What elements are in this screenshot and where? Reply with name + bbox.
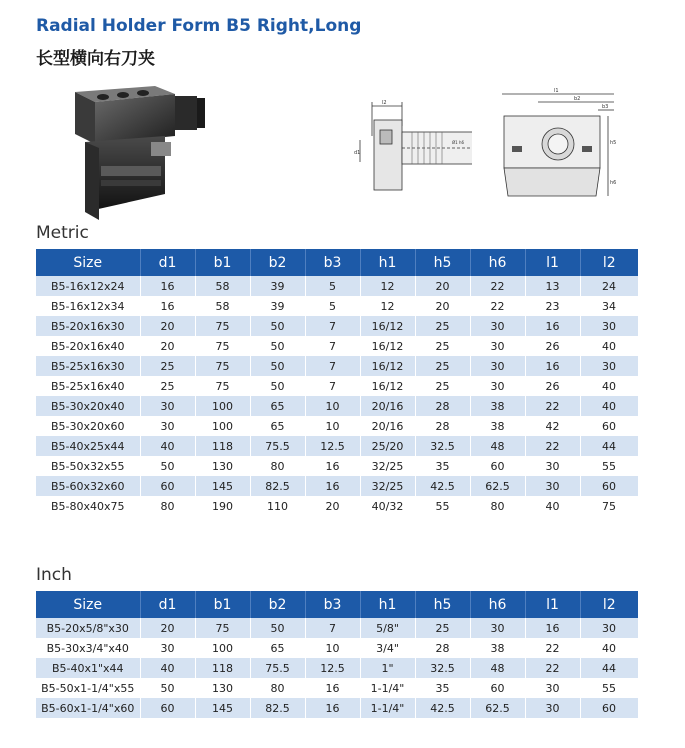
table-row (36, 436, 638, 456)
column-header-l2: l2 (580, 249, 638, 276)
table-cell: 23 (525, 296, 580, 316)
table-cell: 32/25 (360, 456, 415, 476)
table-cell: 82.5 (250, 476, 305, 496)
table-row (36, 678, 638, 698)
table-cell: 30 (140, 416, 195, 436)
table-row (36, 356, 638, 376)
column-header-size: Size (36, 249, 140, 276)
column-header-l1: l1 (525, 249, 580, 276)
table-cell: 80 (470, 496, 525, 516)
table-cell: 3/4" (360, 638, 415, 658)
table-cell: 65 (250, 416, 305, 436)
column-header-d1: d1 (140, 249, 195, 276)
table-cell: 40 (140, 436, 195, 456)
table-cell: 30 (580, 618, 638, 638)
table-cell: 30 (580, 316, 638, 336)
table-row (36, 336, 638, 356)
table-cell: 75 (580, 496, 638, 516)
table-cell: 35 (415, 678, 470, 698)
table-cell: 25 (415, 618, 470, 638)
table-cell: 22 (525, 436, 580, 456)
product-photo (55, 82, 235, 222)
table-cell: 65 (250, 638, 305, 658)
table-cell: 30 (470, 336, 525, 356)
table-cell: 24 (580, 276, 638, 296)
table-cell: 20 (140, 316, 195, 336)
table-cell: B5-50x1-1/4"x55 (36, 678, 140, 698)
label-b2: b2 (574, 96, 581, 102)
table-cell: 16 (305, 678, 360, 698)
table-cell: 39 (250, 296, 305, 316)
table-cell: 50 (140, 456, 195, 476)
table-cell: 13 (525, 276, 580, 296)
metric-section-label: Metric (36, 223, 89, 243)
table-cell: 30 (140, 638, 195, 658)
table-row (36, 376, 638, 396)
table-cell: 16 (525, 618, 580, 638)
table-cell: 55 (580, 678, 638, 698)
table-cell: 55 (415, 496, 470, 516)
table-cell: 16 (305, 456, 360, 476)
table-cell: 1-1/4" (360, 678, 415, 698)
column-header-b1: b1 (195, 591, 250, 618)
table-cell: B5-20x16x40 (36, 336, 140, 356)
table-cell: 50 (250, 376, 305, 396)
table-cell: 30 (470, 376, 525, 396)
table-cell: 25 (415, 376, 470, 396)
table-cell: 5 (305, 276, 360, 296)
table-cell: 60 (470, 678, 525, 698)
table-row (36, 638, 638, 658)
table-cell: 60 (580, 476, 638, 496)
table-cell: 58 (195, 296, 250, 316)
table-cell: B5-50x32x55 (36, 456, 140, 476)
table-cell: 50 (250, 356, 305, 376)
table-cell: 75 (195, 356, 250, 376)
table-cell: 40 (580, 396, 638, 416)
column-header-h1: h1 (360, 249, 415, 276)
table-cell: 58 (195, 276, 250, 296)
table-cell: B5-60x32x60 (36, 476, 140, 496)
table-cell: 30 (525, 678, 580, 698)
table-cell: 16 (305, 476, 360, 496)
table-cell: 75 (195, 336, 250, 356)
table-cell: 35 (415, 456, 470, 476)
table-cell: 30 (140, 396, 195, 416)
column-header-h1: h1 (360, 591, 415, 618)
table-cell: 190 (195, 496, 250, 516)
table-cell: 7 (305, 316, 360, 336)
table-cell: 32.5 (415, 436, 470, 456)
table-cell: 80 (250, 456, 305, 476)
table-cell: 44 (580, 436, 638, 456)
column-header-b3: b3 (305, 591, 360, 618)
table-row (36, 316, 638, 336)
label-d1h6: Ø1 h6 (452, 140, 465, 145)
table-cell: 30 (580, 356, 638, 376)
table-cell: 60 (140, 698, 195, 718)
column-header-b2: b2 (250, 249, 305, 276)
table-cell: 145 (195, 476, 250, 496)
metric-header-row (36, 249, 638, 276)
table-cell: 50 (140, 678, 195, 698)
table-cell: 34 (580, 296, 638, 316)
table-cell: 30 (525, 698, 580, 718)
table-cell: 16/12 (360, 376, 415, 396)
column-header-b3: b3 (305, 249, 360, 276)
table-cell: 75.5 (250, 658, 305, 678)
table-row (36, 416, 638, 436)
table-cell: 1" (360, 658, 415, 678)
table-cell: 40 (580, 638, 638, 658)
label-l1: l1 (554, 88, 559, 94)
table-cell: 20 (415, 296, 470, 316)
column-header-h5: h5 (415, 249, 470, 276)
table-cell: 22 (525, 638, 580, 658)
table-cell: 16 (305, 698, 360, 718)
table-cell: 16 (140, 296, 195, 316)
table-cell: 100 (195, 638, 250, 658)
table-cell: 50 (250, 618, 305, 638)
table-cell: 100 (195, 416, 250, 436)
table-cell: 22 (525, 396, 580, 416)
table-cell: 16 (525, 356, 580, 376)
table-cell: 42 (525, 416, 580, 436)
table-cell: 16 (140, 276, 195, 296)
table-cell: B5-25x16x30 (36, 356, 140, 376)
table-cell: 25/20 (360, 436, 415, 456)
inch-section-label: Inch (36, 565, 72, 585)
column-header-h5: h5 (415, 591, 470, 618)
table-row (36, 476, 638, 496)
table-row (36, 658, 638, 678)
table-cell: B5-40x25x44 (36, 436, 140, 456)
table-cell: B5-20x16x30 (36, 316, 140, 336)
table-cell: 22 (470, 276, 525, 296)
table-cell: 12.5 (305, 436, 360, 456)
table-cell: 65 (250, 396, 305, 416)
table-cell: 1-1/4" (360, 698, 415, 718)
table-cell: 130 (195, 678, 250, 698)
table-cell: 10 (305, 396, 360, 416)
table-cell: 75 (195, 618, 250, 638)
table-cell: 20 (140, 618, 195, 638)
table-cell: 12 (360, 276, 415, 296)
metric-table-body (36, 276, 638, 516)
table-cell: 50 (250, 336, 305, 356)
table-cell: 25 (140, 376, 195, 396)
table-cell: B5-16x12x24 (36, 276, 140, 296)
column-header-b2: b2 (250, 591, 305, 618)
table-cell: 40 (580, 336, 638, 356)
table-cell: 20 (140, 336, 195, 356)
table-cell: 38 (470, 396, 525, 416)
label-l2: l2 (382, 100, 387, 106)
table-cell: 40 (140, 658, 195, 678)
table-cell: 62.5 (470, 698, 525, 718)
table-cell: 55 (580, 456, 638, 476)
inch-spec-table (36, 591, 639, 718)
page-title: Radial Holder Form B5 Right,Long (36, 16, 362, 36)
table-cell: 38 (470, 638, 525, 658)
table-cell: 30 (525, 456, 580, 476)
table-cell: B5-25x16x40 (36, 376, 140, 396)
table-cell: 44 (580, 658, 638, 678)
table-cell: 100 (195, 396, 250, 416)
table-cell: 30 (470, 316, 525, 336)
column-header-l1: l1 (525, 591, 580, 618)
table-cell: 60 (580, 416, 638, 436)
table-cell: 39 (250, 276, 305, 296)
table-row (36, 296, 638, 316)
table-row (36, 396, 638, 416)
table-cell: 26 (525, 336, 580, 356)
table-cell: 28 (415, 416, 470, 436)
table-cell: 10 (305, 416, 360, 436)
label-h5: h5 (610, 140, 617, 146)
table-cell: 75 (195, 376, 250, 396)
column-header-d1: d1 (140, 591, 195, 618)
table-cell: 145 (195, 698, 250, 718)
table-cell: 22 (470, 296, 525, 316)
table-cell: 60 (140, 476, 195, 496)
label-d1: d1 (354, 150, 361, 156)
side-view-drawing (352, 96, 472, 196)
table-cell: 26 (525, 376, 580, 396)
table-cell: 20/16 (360, 396, 415, 416)
table-cell: 30 (470, 618, 525, 638)
table-cell: 82.5 (250, 698, 305, 718)
table-cell: 40 (580, 376, 638, 396)
table-cell: 5 (305, 296, 360, 316)
table-cell: 7 (305, 376, 360, 396)
inch-header-row (36, 591, 638, 618)
table-cell: 16 (525, 316, 580, 336)
table-cell: 60 (580, 698, 638, 718)
table-row (36, 496, 638, 516)
table-cell: B5-30x20x40 (36, 396, 140, 416)
table-cell: 20 (305, 496, 360, 516)
table-cell: 40 (525, 496, 580, 516)
column-header-h6: h6 (470, 591, 525, 618)
column-header-size: Size (36, 591, 140, 618)
metric-spec-table (36, 249, 639, 516)
table-cell: 60 (470, 456, 525, 476)
table-cell: 32.5 (415, 658, 470, 678)
table-cell: 28 (415, 638, 470, 658)
table-cell: B5-16x12x34 (36, 296, 140, 316)
table-cell: 32/25 (360, 476, 415, 496)
table-cell: 16/12 (360, 316, 415, 336)
column-header-b1: b1 (195, 249, 250, 276)
column-header-h6: h6 (470, 249, 525, 276)
label-h6: h6 (610, 180, 617, 186)
table-cell: 118 (195, 658, 250, 678)
table-cell: 10 (305, 638, 360, 658)
table-cell: 118 (195, 436, 250, 456)
table-cell: 48 (470, 658, 525, 678)
table-cell: 25 (415, 356, 470, 376)
table-cell: 62.5 (470, 476, 525, 496)
table-cell: 16/12 (360, 336, 415, 356)
table-cell: 25 (415, 336, 470, 356)
page-subtitle-chinese: 长型横向右刀夹 (36, 49, 155, 69)
table-cell: 7 (305, 618, 360, 638)
table-cell: 5/8" (360, 618, 415, 638)
table-cell: 30 (525, 476, 580, 496)
table-row (36, 698, 638, 718)
table-cell: 20/16 (360, 416, 415, 436)
table-cell: 12.5 (305, 658, 360, 678)
table-cell: B5-30x20x60 (36, 416, 140, 436)
table-cell: 16/12 (360, 356, 415, 376)
table-cell: 110 (250, 496, 305, 516)
table-cell: 28 (415, 396, 470, 416)
top-view-drawing (498, 86, 618, 202)
table-cell: 80 (140, 496, 195, 516)
column-header-l2: l2 (580, 591, 638, 618)
table-cell: 12 (360, 296, 415, 316)
table-cell: 42.5 (415, 698, 470, 718)
table-cell: 38 (470, 416, 525, 436)
table-row (36, 456, 638, 476)
table-cell: 42.5 (415, 476, 470, 496)
table-cell: 7 (305, 336, 360, 356)
table-row (36, 618, 638, 638)
table-cell: 80 (250, 678, 305, 698)
table-cell: 40/32 (360, 496, 415, 516)
table-cell: 75.5 (250, 436, 305, 456)
label-b3: b3 (602, 104, 609, 110)
table-cell: 48 (470, 436, 525, 456)
table-cell: 20 (415, 276, 470, 296)
table-cell: 25 (415, 316, 470, 336)
table-cell: B5-30x3/4"x40 (36, 638, 140, 658)
table-cell: 50 (250, 316, 305, 336)
table-row (36, 276, 638, 296)
table-cell: B5-40x1"x44 (36, 658, 140, 678)
inch-table-body (36, 618, 638, 718)
table-cell: 30 (470, 356, 525, 376)
table-cell: B5-20x5/8"x30 (36, 618, 140, 638)
table-cell: 130 (195, 456, 250, 476)
table-cell: B5-80x40x75 (36, 496, 140, 516)
table-cell: 22 (525, 658, 580, 678)
table-cell: 75 (195, 316, 250, 336)
table-cell: 7 (305, 356, 360, 376)
table-cell: B5-60x1-1/4"x60 (36, 698, 140, 718)
table-cell: 25 (140, 356, 195, 376)
